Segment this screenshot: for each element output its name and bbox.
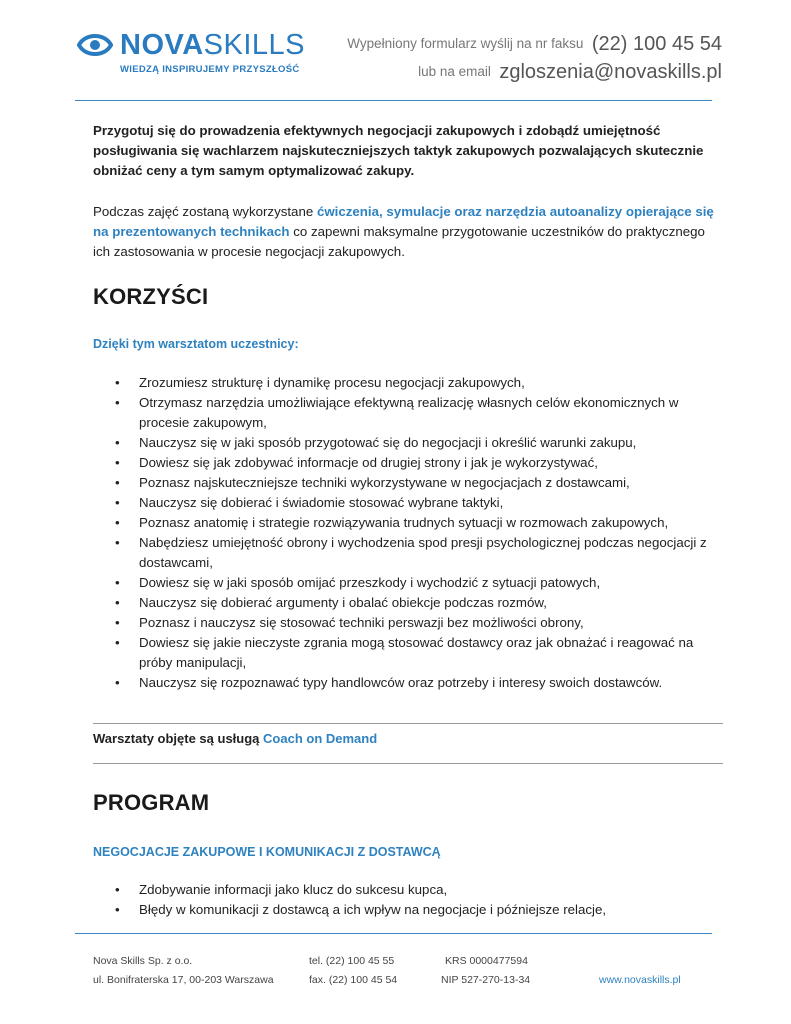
header-divider [75, 100, 712, 101]
list-item: • Poznasz anatomię i strategie rozwiązywania trudnych sytuacji w rozmowach zakupowych, [93, 513, 725, 533]
footer-website-link[interactable]: www.novaskills.pl [599, 974, 681, 986]
list-item: • Nabędziesz umiejętność obrony i wychodzenia spod presji psychologicznej podczas negocjacji z dostawcami, [93, 533, 725, 573]
list-item: • Nauczysz się dobierać argumenty i obalać obiekcje podczas rozmów, [93, 593, 725, 613]
footer-krs: KRS 0000477594 [445, 955, 528, 967]
list-item: • Zrozumiesz strukturę i dynamikę procesu negocjacji zakupowych, [93, 373, 725, 393]
logo-wordmark-strong: NOVA [120, 29, 204, 61]
fax-number: (22) 100 45 54 [591, 33, 722, 55]
description-before: Podczas zajęć zostaną wykorzystane [93, 204, 317, 219]
list-item: • Zdobywanie informacji jako klucz do sukcesu kupca, [93, 880, 725, 900]
list-item: • Nauczysz się rozpoznawać typy handlowców oraz potrzeby i interesy swoich dostawców. [93, 673, 725, 693]
footer-company: Nova Skills Sp. z o.o. [93, 955, 193, 967]
coach-on-demand-link[interactable]: Coach on Demand [263, 731, 378, 746]
list-item: • Poznasz najskuteczniejsze techniki wykorzystywane w negocjacjach z dostawcami, [93, 473, 725, 493]
program-list [93, 880, 725, 920]
logo-wordmark-rest: SKILLS [203, 29, 305, 61]
benefits-subheading: Dzięki tym warsztatom uczestnicy: [93, 337, 299, 351]
program-subheading: NEGOCJACJE ZAKUPOWE I KOMUNIKACJI Z DOSTAWCĄ [93, 845, 441, 859]
list-item: • Dowiesz się jak zdobywać informacje od drugiej strony i jak je wykorzystywać, [93, 453, 725, 473]
benefits-list [93, 373, 725, 693]
coach-text: Warsztaty objęte są usługą [93, 731, 260, 746]
logo-wordmark [120, 28, 305, 62]
novaskills-logo [76, 26, 326, 86]
logo-tagline: WIEDZĄ INSPIRUJEMY PRZYSZŁOŚĆ [120, 64, 300, 75]
contact-block [347, 30, 722, 86]
footer-address: ul. Bonifraterska 17, 00-203 Warszawa [93, 974, 274, 986]
list-item: • Nauczysz się dobierać i świadomie stosować wybrane taktyki, [93, 493, 725, 513]
email-row [347, 58, 722, 86]
list-item: • Błędy w komunikacji z dostawcą a ich wpływ na negocjacje i późniejsze relacje, [93, 900, 725, 920]
fax-row [347, 30, 722, 58]
list-item: • Otrzymasz narzędzia umożliwiające efektywną realizację własnych celów ekonomicznych w procesie zakupowym, [93, 393, 725, 433]
email-link[interactable]: zgloszenia@novaskills.pl [499, 61, 722, 84]
description-paragraph [93, 202, 725, 262]
footer-divider [75, 933, 712, 934]
eye-logo-icon [76, 30, 114, 60]
list-item: • Poznasz i nauczysz się stosować techniki perswazji bez możliwości obrony, [93, 613, 725, 633]
description-after: co zapewni maksymalne przygotowanie uczestników do praktycznego ich zastosowania w procesie negocjacji zakupowych. [93, 224, 705, 259]
intro-paragraph: Przygotuj się do prowadzenia efektywnych negocjacji zakupowych i zdobądź umiejętność posługiwania się wachlarzem najskuteczniejszych taktyk zakupowych pozwalających skutecznie obniżać ceny a tym samym optymalizować zakupy. [93, 123, 704, 178]
list-item: • Dowiesz się jakie nieczyste zgrania mogą stosować dostawcy oraz jak obnażać i reagować na próby manipulacji, [93, 633, 725, 673]
footer-tel: tel. (22) 100 45 55 [309, 955, 395, 967]
list-item: • Dowiesz się w jaki sposób omijać przeszkody i wychodzić z sytuacji patowych, [93, 573, 725, 593]
fax-label: Wypełniony formularz wyślij na nr faksu [347, 36, 584, 51]
description-highlight: ćwiczenia, symulacje oraz narzędzia autoanalizy opierające się na prezentowanych technikach [93, 204, 714, 239]
footer-nip: NIP 527-270-13-34 [441, 974, 531, 986]
coach-note [93, 731, 377, 746]
benefits-heading: KORZYŚCI [93, 284, 209, 309]
footer-fax: fax. (22) 100 45 54 [309, 974, 398, 986]
list-item: • Nauczysz się w jaki sposób przygotować się do negocjacji i określić warunki zakupu, [93, 433, 725, 453]
email-label: lub na email [418, 64, 491, 80]
program-heading: PROGRAM [93, 790, 210, 815]
coach-bottom-divider [93, 763, 723, 764]
coach-top-divider [93, 723, 723, 724]
